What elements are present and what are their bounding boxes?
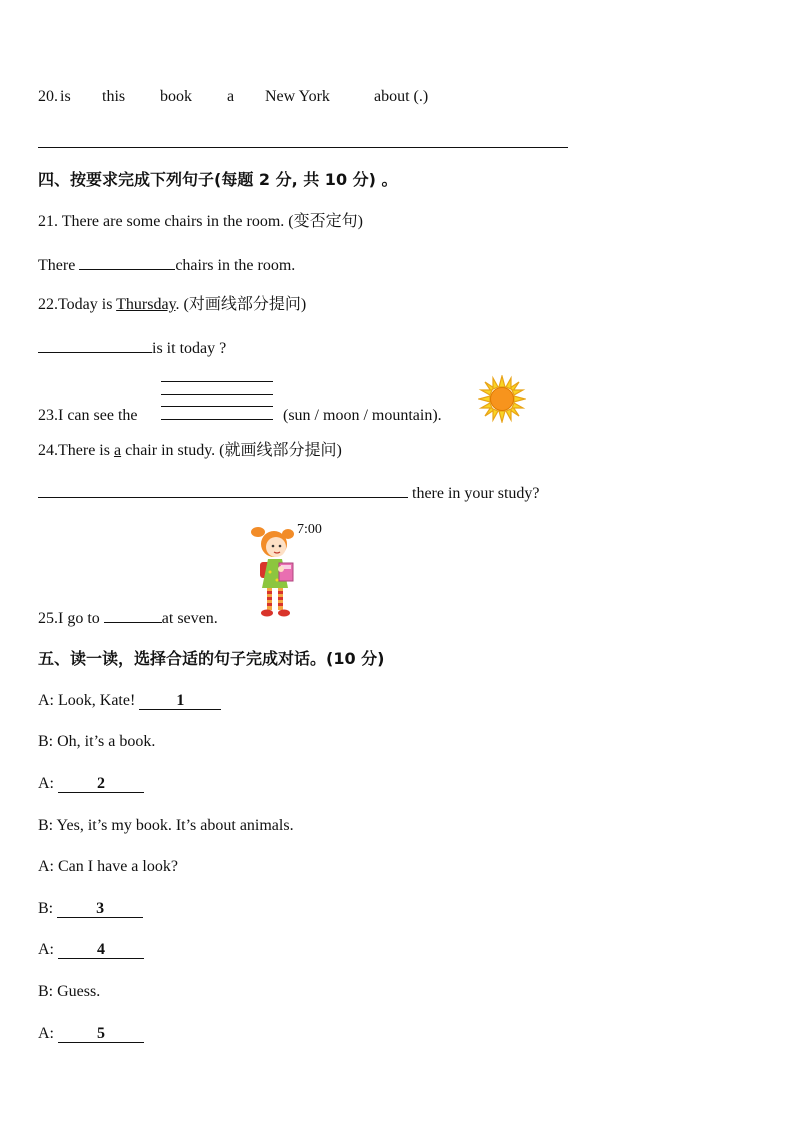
speaker: A: (38, 858, 54, 875)
dialogue-line-7 (38, 940, 144, 960)
q20-answer-line (38, 147, 568, 148)
dialogue-line-9 (38, 1024, 144, 1044)
speaker: B: (38, 900, 54, 917)
q22-underlined: Thursday (116, 296, 176, 313)
speaker: A: (38, 775, 54, 792)
dialogue-text: Yes, it’s my book. It’s about animals. (56, 817, 294, 834)
q23-pre: 23.I can see the (38, 407, 138, 424)
q20-word-5: New York (265, 88, 330, 105)
speaker: A: (38, 692, 54, 709)
q21-answer-post: chairs in the room. (175, 257, 296, 274)
dialogue-line-2 (38, 732, 155, 752)
q24-blank[interactable] (38, 482, 408, 498)
answer-blank-5[interactable]: 5 (58, 1025, 144, 1043)
answer-blank-2[interactable]: 2 (58, 775, 144, 793)
q24-pre: 24.There is (38, 442, 114, 459)
q20-word-6: about (.) (374, 88, 429, 105)
q22-prompt (38, 295, 306, 315)
speaker: B: (38, 817, 54, 834)
q20-word-3: book (160, 88, 192, 105)
speaker: B: (38, 733, 54, 750)
q20-word-2: this (102, 88, 126, 105)
dialogue-line-1 (38, 691, 221, 711)
answer-blank-1[interactable]: 1 (139, 692, 221, 710)
q23-options: (sun / moon / mountain). (283, 407, 442, 424)
q20-word-1: is (60, 88, 71, 105)
dialogue-line-8 (38, 982, 100, 1002)
q24-answer-post: there in your study? (412, 485, 540, 502)
q25-clock-time: 7:00 (297, 522, 322, 537)
dialogue-line-4 (38, 816, 294, 836)
q22-blank[interactable] (38, 337, 152, 353)
q22-answer-post: is it today ? (152, 340, 227, 357)
q23-blank-line-4[interactable] (161, 419, 273, 420)
speaker: A: (38, 1025, 54, 1042)
q21-blank[interactable] (79, 254, 175, 270)
q21-prompt: 21. There are some chairs in the room. (变否定句) (38, 213, 363, 230)
dialogue-line-3 (38, 774, 144, 794)
q20-word-4: a (227, 88, 235, 105)
sun-icon (478, 375, 526, 423)
q25-prompt (38, 607, 218, 629)
speaker: A: (38, 941, 54, 958)
q25-blank[interactable] (104, 607, 162, 623)
q24-prompt (38, 441, 342, 461)
dialogue-text: Look, Kate! (58, 692, 136, 709)
dialogue-text: Can I have a look? (58, 858, 178, 875)
q23-blank-line-3[interactable] (161, 406, 273, 407)
girl-illustration (250, 522, 302, 620)
q22-post: . (对画线部分提问) (175, 296, 307, 313)
q24-post: chair in study. (就画线部分提问) (121, 442, 342, 459)
q25-post: at seven. (161, 610, 218, 627)
dialogue-text: Oh, it’s a book. (57, 733, 156, 750)
q23-blank-line-1[interactable] (161, 381, 273, 382)
q22-pre: 22.Today is (38, 296, 117, 313)
q24-answer (38, 482, 540, 504)
q23-blank-line-2[interactable] (161, 394, 273, 395)
q25-pre: 25.I go to (38, 610, 100, 627)
q21-answer-pre: There (38, 257, 76, 274)
dialogue-text: Guess. (57, 983, 101, 1000)
answer-blank-4[interactable]: 4 (58, 941, 144, 959)
q22-answer (38, 337, 226, 359)
section5-heading: 五、读一读，选择合适的句子完成对话。(10 分) (38, 649, 385, 668)
dialogue-line-6 (38, 899, 143, 919)
dialogue-line-5 (38, 857, 178, 877)
q24-underlined: a (113, 442, 122, 459)
speaker: B: (38, 983, 54, 1000)
answer-blank-3[interactable]: 3 (57, 900, 143, 918)
section4-heading: 四、按要求完成下列句子(每题 2 分, 共 10 分) 。 (38, 170, 398, 189)
q20-number: 20. (38, 88, 58, 105)
q21-answer (38, 254, 295, 276)
